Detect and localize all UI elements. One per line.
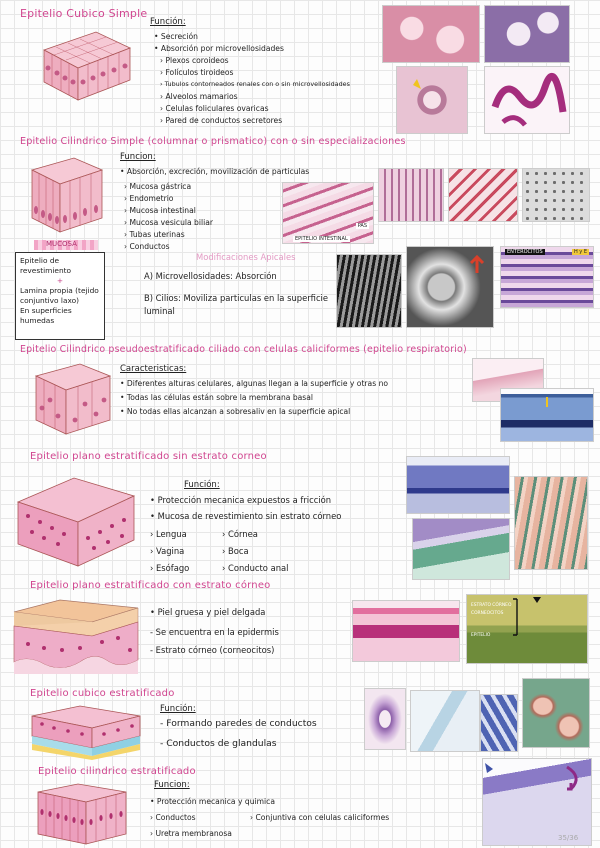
mucosa-line: En superficies humedas <box>20 306 72 325</box>
section-title-cilindrico-estratificado: Epitelio cilindrico estratificado <box>38 766 196 777</box>
s4-item: • Mucosa de revestimiento sin estrato córneo <box>150 511 342 521</box>
s4-list-item: › Córnea <box>222 529 258 539</box>
s4-list-item: › Esófago <box>150 563 190 573</box>
image-tag-hye: H y E <box>573 249 587 255</box>
mucosa-plus: + <box>56 276 64 285</box>
histology-image-tongue <box>514 476 588 570</box>
s2-item: › Mucosa vesicula biliar <box>124 218 213 227</box>
s1-item: › Tubulos contorneados renales con o sin microvellosidades <box>160 80 350 88</box>
section-title-plano-sin-corneo: Epitelio plano estratificado sin estrato corneo <box>30 451 267 462</box>
histology-image-respiratory <box>500 388 594 442</box>
page-number: 35/36 <box>558 834 579 842</box>
s1-item: › Plexos coroideos <box>160 56 229 65</box>
s1-function-label: Función: <box>150 17 186 27</box>
histology-image-esophagus <box>406 456 510 514</box>
image-tag-pas: PAS <box>357 223 367 229</box>
s1-item: › Pared de conductos secretores <box>160 116 283 125</box>
histology-image-skin-layers <box>466 594 588 664</box>
s6-function-label: Función: <box>160 704 196 714</box>
s3-item: • Todas las células están sobre la membrana basal <box>120 393 314 402</box>
histology-image-glands <box>484 66 570 134</box>
s2-function-label: Funcion: <box>120 152 156 162</box>
histology-image-skin <box>352 600 460 662</box>
image-tag-epitelio: EPITELIO <box>471 633 491 638</box>
histology-image-enterocytes <box>500 246 594 308</box>
section-title-cubico-simple: Epitelio Cubico Simple <box>20 7 148 20</box>
s5-item: - Estrato córneo (corneocitos) <box>150 645 275 655</box>
section-title-cilindrico-simple: Epitelio Cilindrico Simple (columnar o prismatico) con o sin especializaciones <box>20 136 406 147</box>
s1-item: • Secreción <box>154 32 198 41</box>
s6-item: - Formando paredes de conductos <box>160 718 317 729</box>
s5-item: - Se encuentra en la epidermis <box>150 627 279 637</box>
mod-microvellosidades: A) Microvellosidades: Absorción <box>144 271 277 281</box>
histology-image-conjunctiva <box>482 758 592 846</box>
s4-item: • Protección mecanica expuestos a fricción <box>150 495 332 505</box>
mucosa-box <box>15 252 105 340</box>
s7-list-item: › Conjuntiva con celulas caliciformes <box>250 813 390 822</box>
micrograph-cilia <box>406 246 494 328</box>
s7-function-label: Funcion: <box>154 780 190 790</box>
section-title-cubico-estratificado: Epitelio cubico estratificado <box>30 688 175 699</box>
s6-item: - Conductos de glandulas <box>160 738 277 749</box>
s2-item: • Absorción, excreción, movilización de particulas <box>120 167 310 176</box>
image-tag-corneocitos: CORNEOCITOS <box>471 611 504 616</box>
histology-image-follicle <box>396 66 468 134</box>
mucosa-line: Epitelio de revestimiento <box>20 256 72 275</box>
s7-list-item: › Uretra membranosa <box>150 829 232 838</box>
histology-image-vagina <box>412 518 510 580</box>
section-title-pseudoestratificado: Epitelio Cilindrico pseudoestratificado ciliado con celulas caliciformes (epitelio respiratorio) <box>20 344 467 355</box>
s4-list-item: › Lengua <box>150 529 187 539</box>
s2-item: › Tubas uterinas <box>124 230 185 239</box>
histology-image-intestine <box>282 182 374 244</box>
s2-item: › Mucosa intestinal <box>124 206 196 215</box>
histology-image-sweat-gland <box>522 678 590 748</box>
s5-item: • Piel gruesa y piel delgada <box>150 607 266 617</box>
keratinized-diagram <box>10 598 142 678</box>
mod-cilios: B) Cilios: Moviliza particulas en la superficie luminal <box>144 293 329 316</box>
s1-item: › Folículos tiroideos <box>160 68 234 77</box>
stratified-squamous-diagram <box>14 472 138 568</box>
s7-list-item: › Conductos <box>150 813 196 822</box>
s2-item: › Conductos <box>124 242 170 251</box>
pseudostratified-diagram <box>30 360 114 436</box>
cubic-simple-diagram <box>36 28 132 104</box>
s4-list-item: › Conducto anal <box>222 563 289 573</box>
s3-item: • Diferentes alturas celulares, algunas llegan a la superficie y otras no <box>120 379 389 388</box>
section-title-plano-con-corneo: Epitelio plano estratificado con estrato córneo <box>30 580 271 591</box>
columnar-simple-diagram <box>26 154 106 234</box>
s3-item: • No todas ellas alcanzan a sobresaliv en la superficie apical <box>120 407 351 416</box>
s4-list-item: › Vagina <box>150 546 185 556</box>
histology-image-duct-2 <box>480 694 518 752</box>
image-tag-epitelio-intestinal: EPITELIO INTESTINAL <box>295 236 348 242</box>
s2-item: › Endometrio <box>124 194 174 203</box>
s1-item: • Absorción por microvellosidades <box>154 44 284 53</box>
histology-image-columnar <box>448 168 518 222</box>
s4-list-item: › Boca <box>222 546 249 556</box>
histology-image-gland-duct <box>410 690 480 752</box>
s1-item: › Celulas foliculares ovaricas <box>160 104 269 113</box>
histology-image-duct <box>364 688 406 750</box>
histology-image-thyroid <box>382 5 480 63</box>
micrograph-microvilli <box>336 254 402 328</box>
stratified-cuboidal-diagram <box>28 704 144 760</box>
image-tag-enterocitos: ENTEROCITOS <box>507 249 543 255</box>
histology-image-kidney <box>484 5 570 63</box>
image-tag-estrato-corneo: ESTRATO CÓRNEO <box>471 603 512 608</box>
s1-item: › Alveolos mamarios <box>160 92 238 101</box>
histology-image-gastric <box>378 168 444 222</box>
mucosa-title: MUCOSA <box>46 240 77 248</box>
s3-characteristics-label: Caracteristicas: <box>120 364 187 374</box>
mucosa-line: Lamina propia (tejido conjuntivo laxo) <box>20 286 99 305</box>
s4-function-label: Función: <box>184 480 220 490</box>
stratified-columnar-diagram <box>34 782 130 846</box>
s7-item: • Protección mecanica y quimica <box>150 797 275 806</box>
modificaciones-apicales-title: Modificaciones Apicales <box>196 252 296 262</box>
micrograph-microvilli-cross <box>522 168 590 222</box>
s2-item: › Mucosa gástrica <box>124 182 192 191</box>
